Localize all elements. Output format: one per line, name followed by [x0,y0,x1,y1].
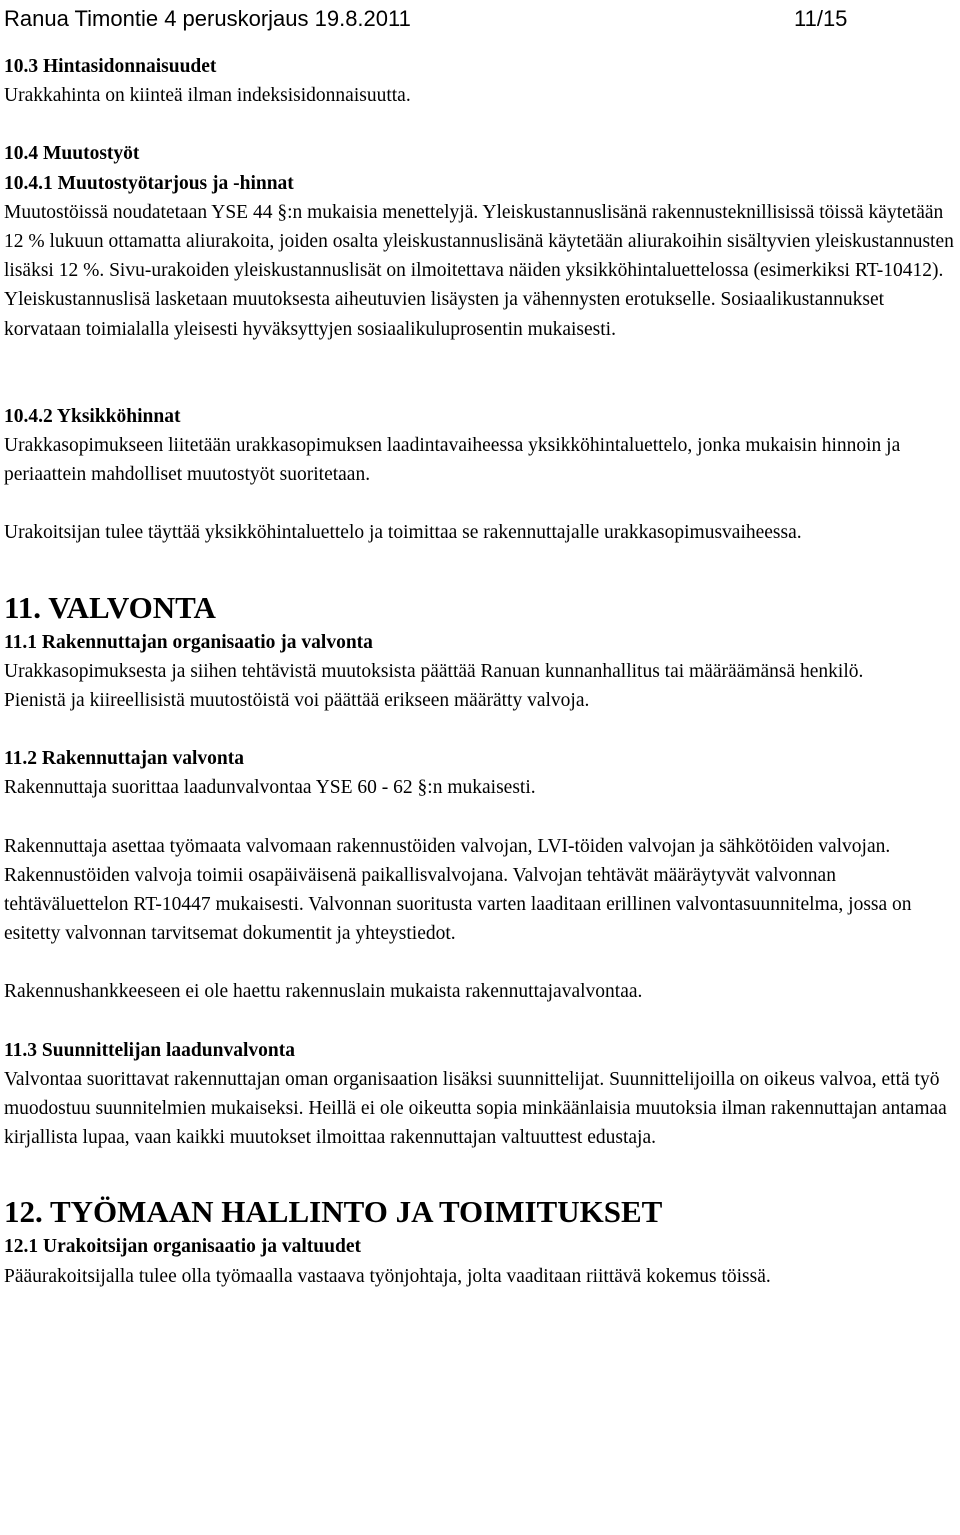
spacer [4,803,958,832]
spacer [4,948,958,977]
page-number: 11/15 [794,6,848,31]
spacer [4,548,958,588]
paragraph-10-3: Urakkahinta on kiinteä ilman indeksisidonnaisuutta. [4,85,411,107]
page-header [4,4,944,34]
spacer [4,344,958,402]
spacer [4,489,958,518]
heading-11: 11. VALVONTA [4,589,216,625]
paragraph-11-2-a: Rakennuttaja suorittaa laadunvalvontaa YSE 60 - 62 §:n mukaisesti. [4,777,536,799]
heading-10-4-2: 10.4.2 Yksikköhinnat [4,405,181,427]
paragraph-10-4-2-a: Urakkasopimukseen liitetään urakkasopimuksen laadintavaiheessa yksikköhintaluettelo, jonka mukaisin hinnoin ja periaattein mahdolliset muutostyöt suoritetaan. [4,435,901,486]
paragraph-11-1-b: Pienistä ja kiireellisistä muutostöistä voi päättää erikseen määrätty valvoja. [4,690,590,712]
document-body [4,52,958,1291]
header-title: Ranua Timontie 4 peruskorjaus 19.8.2011 [4,6,411,31]
spacer [4,110,958,139]
paragraph-12-1: Pääurakoitsijalla tulee olla työmaalla vastaava työnjohtaja, jolta vaaditaan riittävä kokemus töissä. [4,1265,771,1287]
paragraph-10-4-2-b: Urakoitsijan tulee täyttää yksikköhintaluettelo ja toimittaa se rakennuttajalle urakkasopimusvaiheessa. [4,522,802,544]
paragraph-11-1-a: Urakkasopimuksesta ja siihen tehtävistä muutoksista päättää Ranuan kunnanhallitus tai määräämänsä henkilö. [4,660,864,682]
heading-10-4: 10.4 Muutostyöt [4,143,140,165]
heading-12-1: 12.1 Urakoitsijan organisaatio ja valtuudet [4,1236,361,1258]
spacer [4,1007,958,1036]
heading-11-3: 11.3 Suunnittelijan laadunvalvonta [4,1039,295,1061]
paragraph-11-2-c: Rakennushankkeeseen ei ole haettu rakennuslain mukaista rakennuttajavalvontaa. [4,981,643,1003]
paragraph-11-2-b: Rakennuttaja asettaa työmaata valvomaan rakennustöiden valvojan, LVI-töiden valvojan ja sähkötöiden valvojan. Rakennustöiden valvoja toimii osapäiväisenä paikallisvalvojana. Valvojan tehtävät määräytyvät valvonnan tehtäväluettelon RT-10447 mukaisesti. Valvonnan suoritusta varten laaditaan erillinen valvontasuunnitelma, jossa on esitetty valvonnan tarvitsemat dokumentit ja yhteystiedot. [4,835,912,945]
heading-10-3: 10.3 Hintasidonnaisuudet [4,56,217,77]
paragraph-10-4-1: Muutostöissä noudatetaan YSE 44 §:n mukaisia menettelyjä. Yleiskustannuslisänä rakennusteknillisissä töissä käytetään 12 % lukuun ottamatta aliurakoita, joiden osalta yleiskustannuslisänä käytetään aliurakoihin sisältyvien yleiskustannusten lisäksi 12 %. Sivu-urakoiden yleiskustannuslisät on ilmoitettava näiden yksikköhintaluettelossa (esimerkiksi RT-10412). Yleiskustannuslisä lasketaan muutoksesta aiheutuvien lisäysten ja vähennysten erotukselle. Sosiaalikustannukset korvataan toimialalla yleisesti hyväksyttyjen sosiaalikuluprosentin mukaisesti. [4,201,954,340]
heading-12: 12. TYÖMAAN HALLINTO JA TOIMITUKSET [4,1194,663,1230]
spacer [4,715,958,744]
heading-11-1: 11.1 Rakennuttajan organisaatio ja valvonta [4,631,373,653]
spacer [4,1152,958,1192]
paragraph-11-3: Valvontaa suorittavat rakennuttajan oman organisaation lisäksi suunnittelijat. Suunnittelijoilla on oikeus valvoa, että työ muodostuu suunnitelmien mukaiseksi. Heillä ei ole oikeutta sopia minkäänlaisia muutoksia ilman rakennuttajan antamaa kirjallista lupaa, vaan kaikki muutokset ilmoittaa rakennuttajan valtuuttest edustaja. [4,1068,947,1149]
heading-10-4-1: 10.4.1 Muutostyötarjous ja -hinnat [4,172,294,194]
heading-11-2: 11.2 Rakennuttajan valvonta [4,748,244,770]
